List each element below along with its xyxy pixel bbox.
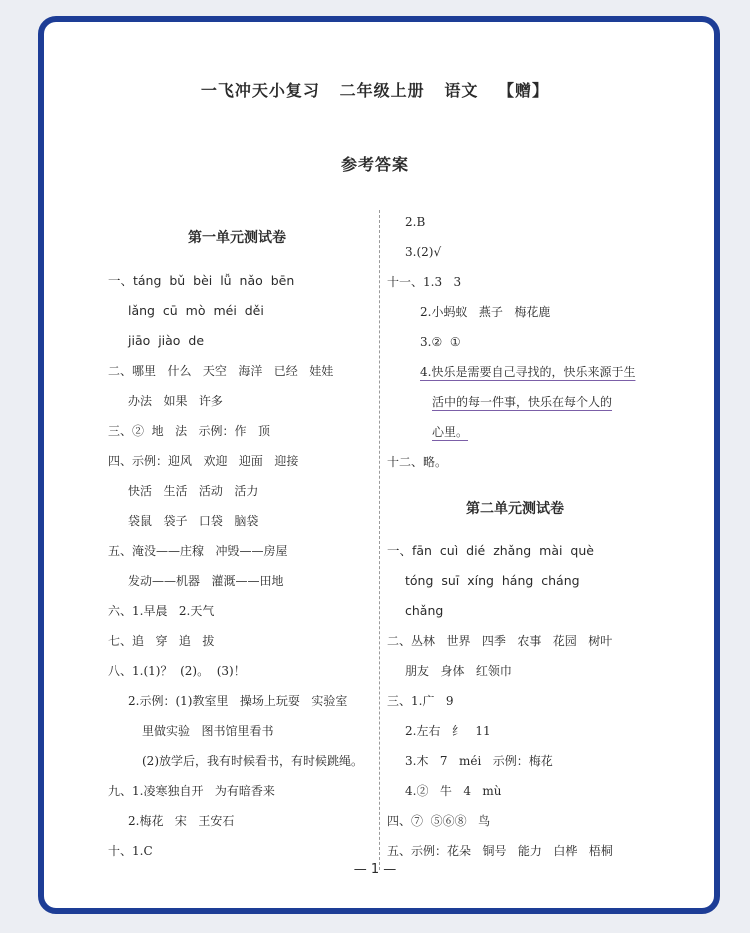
answer-line: 三、② 地 法 示例：作 顶 xyxy=(108,424,270,438)
answer-line: 三、1.广 9 xyxy=(387,694,454,708)
answer-line: chǎng xyxy=(405,603,444,618)
answer-line: 五、示例：花朵 铜号 能力 白桦 梧桐 xyxy=(387,844,613,858)
answer-line: 发动——机器 灌溉——田地 xyxy=(128,574,284,588)
answer-line: 3.② ① xyxy=(420,335,461,349)
answer-line: 九、1.凌寒独自开 为有暗香来 xyxy=(108,784,275,798)
page-title: 一飞冲天小复习 二年级上册 语文 【赠】 xyxy=(200,81,550,100)
answer-line: 2.B xyxy=(405,215,426,229)
answer-line: 办法 如果 许多 xyxy=(128,394,223,408)
answer-line: 四、⑦ ⑤⑥⑧ 鸟 xyxy=(387,814,491,828)
answer-line: 4.快乐是需要自己寻找的，快乐来源于生 xyxy=(420,365,636,379)
answer-line: 里做实验 图书馆里看书 xyxy=(142,724,274,738)
answer-line: tóng suī xíng háng cháng xyxy=(405,573,580,588)
section-title-unit-2: 第二单元测试卷 xyxy=(466,501,564,517)
answer-line: 十二、略。 xyxy=(387,455,448,469)
column-divider xyxy=(379,210,380,870)
page-subtitle: 参考答案 xyxy=(340,155,409,174)
answer-line: 活中的每一件事，快乐在每个人的 xyxy=(432,395,613,409)
answer-line: 2.左右 纟 11 xyxy=(405,724,491,738)
answer-line: 十、1.C xyxy=(108,844,153,858)
answer-line: 一、fān cuì dié zhǎng mài què xyxy=(387,543,594,558)
answer-line: lǎng cū mò méi děi xyxy=(128,303,264,318)
answer-line: 一、táng bǔ bèi lǚ nǎo bēn xyxy=(108,273,295,288)
answer-line: 二、丛林 世界 四季 农事 花园 树叶 xyxy=(387,634,613,648)
answer-line: 3.木 7 méi 示例：梅花 xyxy=(405,754,553,768)
answer-line: 四、示例：迎风 欢迎 迎面 迎接 xyxy=(108,454,299,468)
answer-line: jiāo jiào de xyxy=(128,333,205,348)
answer-line: 快活 生活 活动 活力 xyxy=(128,484,259,498)
answer-line: 十一、1.3 3 xyxy=(387,275,462,289)
answer-line: 袋鼠 袋子 口袋 脑袋 xyxy=(128,514,259,528)
answer-line: 2.示例：(1)教室里 操场上玩耍 实验室 xyxy=(128,694,348,708)
answer-line: 心里。 xyxy=(432,425,469,439)
section-title-unit-1: 第一单元测试卷 xyxy=(188,230,286,246)
page-number: — 1 — xyxy=(353,862,397,877)
answer-line: 2.梅花 宋 王安石 xyxy=(128,814,235,828)
answer-line: 3.(2)√ xyxy=(405,245,442,259)
answer-line: 五、淹没——庄稼 冲毁——房屋 xyxy=(108,544,288,558)
answer-line: 4.② 牛 4 mù xyxy=(405,784,502,798)
answer-line: 二、哪里 什么 天空 海洋 已经 娃娃 xyxy=(108,364,334,378)
answer-line: 七、追 穿 追 拔 xyxy=(108,634,215,648)
answer-line: 八、1.(1)？ (2)。 (3)！ xyxy=(108,664,246,678)
answer-line: 2.小蚂蚁 燕子 梅花鹿 xyxy=(420,305,551,319)
answer-line: 六、1.早晨 2.天气 xyxy=(108,604,215,618)
answer-line: 朋友 身体 红领巾 xyxy=(405,664,512,678)
answer-line: (2)放学后，我有时候看书，有时候跳绳。 xyxy=(142,754,363,768)
